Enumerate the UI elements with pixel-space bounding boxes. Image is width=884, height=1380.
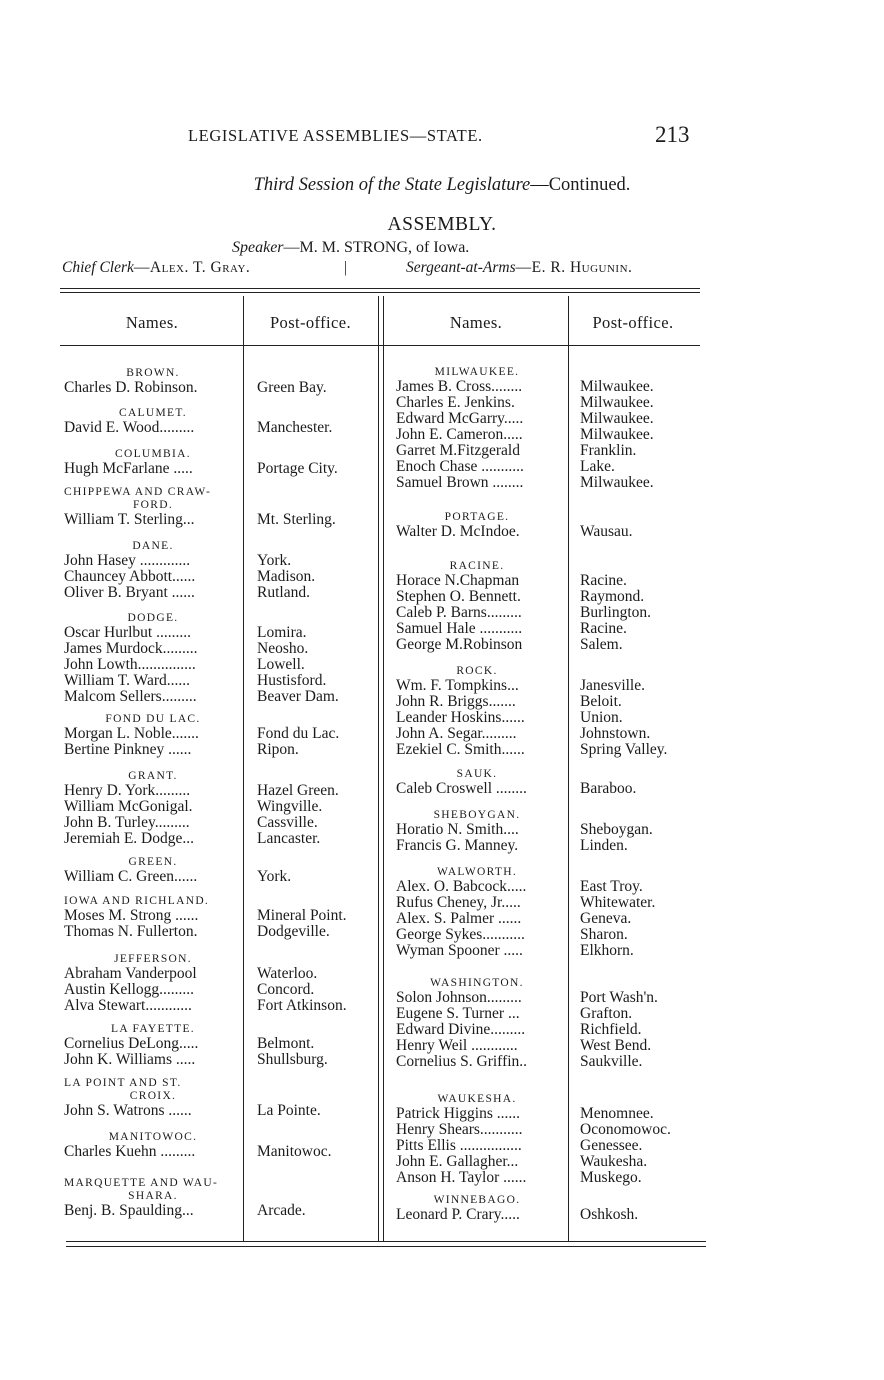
- member-post-office: Hustisford.: [257, 672, 327, 689]
- member-name: William T. Ward......: [64, 672, 190, 689]
- member-name: Jeremiah E. Dodge...: [64, 830, 194, 847]
- member-post-office: Dodgeville.: [257, 923, 330, 940]
- member-name: Caleb P. Barns.........: [396, 604, 522, 621]
- member-name: Oscar Hurlbut .........: [64, 624, 191, 641]
- member-post-office: Waterloo.: [257, 965, 318, 982]
- county-heading: WINNEBAGO.: [433, 1194, 521, 1206]
- member-post-office: East Troy.: [580, 878, 643, 895]
- county-heading: MANITOWOC.: [108, 1131, 198, 1143]
- member-post-office: Union.: [580, 709, 623, 726]
- member-post-office: Racine.: [580, 620, 627, 637]
- member-post-office: Richfield.: [580, 1021, 642, 1038]
- county-heading: MARQUETTE AND WAU-: [64, 1177, 219, 1189]
- member-name: John K. Williams .....: [64, 1051, 196, 1068]
- member-name: John Hasey .............: [64, 552, 191, 569]
- county-heading: CHIPPEWA AND CRAW-: [64, 486, 212, 498]
- member-post-office: York.: [257, 552, 292, 569]
- member-post-office: Hazel Green.: [257, 782, 339, 799]
- county-heading: CALUMET.: [118, 407, 187, 419]
- member-name: Solon Johnson.........: [396, 989, 522, 1006]
- member-post-office: Wausau.: [580, 523, 633, 540]
- member-name: Enoch Chase ...........: [396, 458, 524, 475]
- speaker-value: —M. M. STRONG, of Iowa.: [283, 239, 470, 256]
- member-post-office: Fort Atkinson.: [257, 997, 347, 1014]
- member-post-office: Saukville.: [580, 1053, 643, 1070]
- col-divider-center-b: [383, 296, 384, 1241]
- header-underline: [60, 345, 700, 346]
- member-name: Oliver B. Bryant ......: [64, 584, 195, 601]
- county-heading: COLUMBIA.: [115, 448, 191, 460]
- member-name: Garret M.Fitzgerald: [396, 442, 520, 459]
- member-name: Wm. F. Tompkins...: [396, 677, 519, 694]
- county-heading: JEFFERSON.: [114, 953, 192, 965]
- member-name: George Sykes...........: [396, 926, 525, 943]
- member-name: Hugh McFarlane .....: [64, 460, 193, 477]
- member-name: John S. Watrons ......: [64, 1102, 192, 1119]
- member-name: Henry Shears...........: [396, 1121, 523, 1138]
- sergeant-at-arms: [406, 259, 632, 277]
- member-post-office: Janesville.: [580, 677, 645, 694]
- member-name: William McGonigal.: [64, 798, 193, 815]
- member-name: Alex. S. Palmer ......: [396, 910, 522, 927]
- member-name: Henry Weil ............: [396, 1037, 518, 1054]
- member-name: Pitts Ellis ................: [396, 1137, 522, 1154]
- member-name: James B. Cross........: [396, 378, 523, 395]
- county-heading: SHEBOYGAN.: [433, 809, 521, 821]
- member-name: Samuel Brown ........: [396, 474, 524, 491]
- member-post-office: Neosho.: [257, 640, 309, 657]
- county-heading: WASHINGTON.: [430, 977, 524, 989]
- running-head: LEGISLATIVE ASSEMBLIES—STATE.: [188, 126, 483, 145]
- member-post-office: Salem.: [580, 636, 623, 653]
- member-post-office: Green Bay.: [257, 379, 327, 396]
- member-post-office: Rutland.: [257, 584, 310, 601]
- member-post-office: Cassville.: [257, 814, 318, 831]
- page-number: 213: [655, 122, 690, 147]
- member-post-office: Portage City.: [257, 460, 338, 477]
- member-post-office: Whitewater.: [580, 894, 656, 911]
- county-heading: GREEN.: [128, 856, 178, 868]
- member-name: John E. Cameron.....: [396, 426, 523, 443]
- member-post-office: Manchester.: [257, 419, 333, 436]
- member-name: Wyman Spooner .....: [396, 942, 523, 959]
- member-post-office: Geneva.: [580, 910, 632, 927]
- member-post-office: Ripon.: [257, 741, 299, 758]
- member-post-office: Sheboygan.: [580, 821, 653, 838]
- county-heading: MILWAUKEE.: [434, 366, 520, 378]
- chief-clerk-value: —Alex. T. Gray.: [133, 259, 251, 276]
- member-name: William C. Green......: [64, 868, 198, 885]
- member-name: Caleb Croswell ........: [396, 780, 527, 797]
- col-divider-center-a: [378, 296, 379, 1241]
- member-post-office: Lake.: [580, 458, 615, 475]
- county-heading: LA POINT AND ST.: [64, 1077, 182, 1089]
- speaker-line: [232, 239, 469, 257]
- member-name: Chauncey Abbott......: [64, 568, 196, 585]
- county-heading: ROCK.: [456, 665, 498, 677]
- member-name: Thomas N. Fullerton.: [64, 923, 198, 940]
- member-name: Charles E. Jenkins.: [396, 394, 515, 411]
- member-post-office: Beloit.: [580, 693, 622, 710]
- member-name: Leonard P. Crary.....: [396, 1206, 520, 1223]
- member-post-office: Shullsburg.: [257, 1051, 328, 1068]
- assembly-title: ASSEMBLY.: [387, 214, 497, 235]
- member-post-office: Mt. Sterling.: [257, 511, 336, 528]
- member-name: Rufus Cheney, Jr.....: [396, 894, 521, 911]
- member-name: Walter D. McIndoe.: [396, 523, 520, 540]
- county-heading: WAUKESHA.: [437, 1093, 517, 1105]
- header-names-right: Names.: [449, 313, 503, 332]
- member-name: Charles D. Robinson.: [64, 379, 198, 396]
- member-name: Francis G. Manney.: [396, 837, 519, 854]
- county-heading: LA FAYETTE.: [111, 1023, 195, 1035]
- county-heading: RACINE.: [449, 560, 505, 572]
- member-name: John E. Gallagher...: [396, 1153, 519, 1170]
- member-name: Henry D. York.........: [64, 782, 191, 799]
- member-name: Edward McGarry.....: [396, 410, 524, 427]
- chief-clerk-label: Chief Clerk: [62, 259, 134, 276]
- member-post-office: Elkhorn.: [580, 942, 634, 959]
- member-post-office: Lowell.: [257, 656, 305, 673]
- member-post-office: Manitowoc.: [257, 1143, 332, 1160]
- member-post-office: Lancaster.: [257, 830, 321, 847]
- member-post-office: Wingville.: [257, 798, 323, 815]
- member-post-office: Baraboo.: [580, 780, 637, 797]
- member-name: David E. Wood.........: [64, 419, 195, 436]
- member-name: John A. Segar.........: [396, 725, 517, 742]
- member-name: John B. Turley.........: [64, 814, 190, 831]
- member-post-office: Milwaukee.: [580, 474, 654, 491]
- member-post-office: Johnstown.: [580, 725, 651, 742]
- member-post-office: Arcade.: [257, 1202, 306, 1219]
- member-post-office: Menomnee.: [580, 1105, 654, 1122]
- col-divider-left: [243, 296, 244, 1241]
- member-name: Edward Divine.........: [396, 1021, 526, 1038]
- table-top-rule: [60, 288, 700, 289]
- header-post-right: Post-office.: [592, 313, 674, 332]
- member-post-office: Mineral Point.: [257, 907, 347, 924]
- speaker-label: Speaker: [232, 239, 284, 256]
- member-name: Moses M. Strong ......: [64, 907, 199, 924]
- member-name: William T. Sterling...: [64, 511, 195, 528]
- header-names-left: Names.: [125, 313, 179, 332]
- member-post-office: Grafton.: [580, 1005, 633, 1022]
- member-name: George M.Robinson: [396, 636, 523, 653]
- member-name: Alex. O. Babcock.....: [396, 878, 527, 895]
- member-post-office: Beaver Dam.: [257, 688, 339, 705]
- member-name: Bertine Pinkney ......: [64, 741, 192, 758]
- col-divider-right: [568, 296, 569, 1241]
- county-heading: BROWN.: [126, 367, 180, 379]
- member-post-office: Raymond.: [580, 588, 645, 605]
- member-post-office: Burlington.: [580, 604, 652, 621]
- county-heading-cont: FORD.: [132, 499, 174, 511]
- member-post-office: Oshkosh.: [580, 1206, 639, 1223]
- member-name: Charles Kuehn .........: [64, 1143, 196, 1160]
- member-name: Eugene S. Turner ...: [396, 1005, 520, 1022]
- county-heading-cont: CROIX.: [129, 1090, 177, 1102]
- county-heading: GRANT.: [128, 770, 178, 782]
- county-heading: WALWORTH.: [436, 866, 518, 878]
- member-post-office: Spring Valley.: [580, 741, 668, 758]
- member-name: Horatio N. Smith....: [396, 821, 519, 838]
- member-post-office: Racine.: [580, 572, 627, 589]
- county-heading: SAUK.: [456, 768, 498, 780]
- county-heading: FOND DU LAC.: [105, 713, 201, 725]
- county-heading: IOWA AND RICHLAND.: [64, 895, 210, 907]
- member-name: Austin Kellogg.........: [64, 981, 195, 998]
- county-heading-cont: SHARA.: [128, 1190, 178, 1202]
- member-post-office: West Bend.: [580, 1037, 652, 1054]
- member-name: Malcom Sellers.........: [64, 688, 197, 705]
- member-name: Anson H. Taylor ......: [396, 1169, 527, 1186]
- table-top-rule-2: [60, 292, 700, 293]
- officers-separator: |: [344, 259, 348, 276]
- member-name: Alva Stewart............: [64, 997, 192, 1014]
- member-name: Cornelius DeLong.....: [64, 1035, 199, 1052]
- member-post-office: Milwaukee.: [580, 410, 654, 427]
- member-post-office: Concord.: [257, 981, 315, 998]
- member-post-office: Lomira.: [257, 624, 307, 641]
- county-heading: DANE.: [132, 540, 174, 552]
- officers-line: [62, 259, 698, 277]
- member-post-office: La Pointe.: [257, 1102, 321, 1119]
- session-subtitle: [0, 175, 884, 196]
- member-post-office: Port Wash'n.: [580, 989, 658, 1006]
- member-post-office: Madison.: [257, 568, 316, 585]
- member-post-office: Milwaukee.: [580, 394, 654, 411]
- sergeant-label: Sergeant-at-Arms: [406, 259, 516, 276]
- table-bottom-rule: [66, 1241, 706, 1242]
- member-post-office: Fond du Lac.: [257, 725, 340, 742]
- member-post-office: Genessee.: [580, 1137, 643, 1154]
- member-post-office: Belmont.: [257, 1035, 315, 1052]
- member-name: Ezekiel C. Smith......: [396, 741, 525, 758]
- member-name: Samuel Hale ...........: [396, 620, 523, 637]
- county-heading: DODGE.: [127, 612, 179, 624]
- member-name: Horace N.Chapman: [396, 572, 520, 589]
- header-post-left: Post-office.: [269, 313, 352, 332]
- county-heading: PORTAGE.: [444, 511, 510, 523]
- member-name: James Murdock.........: [64, 640, 198, 657]
- member-post-office: Waukesha.: [580, 1153, 648, 1170]
- subtitle-continued: —Continued.: [530, 175, 631, 195]
- member-name: Leander Hoskins......: [396, 709, 525, 726]
- member-name: Stephen O. Bennett.: [396, 588, 521, 605]
- member-name: John R. Briggs.......: [396, 693, 516, 710]
- member-post-office: Milwaukee.: [580, 426, 654, 443]
- member-post-office: Muskego.: [580, 1169, 642, 1186]
- member-name: Abraham Vanderpool: [64, 965, 197, 982]
- member-name: Morgan L. Noble.......: [64, 725, 199, 742]
- subtitle-italic: Third Session of the State Legislature: [253, 175, 531, 195]
- member-post-office: Linden.: [580, 837, 628, 854]
- table-bottom-rule-2: [66, 1246, 706, 1247]
- member-name: Patrick Higgins ......: [396, 1105, 520, 1122]
- member-post-office: Sharon.: [580, 926, 628, 943]
- member-post-office: Oconomowoc.: [580, 1121, 671, 1138]
- member-name: Cornelius S. Griffin..: [396, 1053, 528, 1070]
- member-post-office: Milwaukee.: [580, 378, 654, 395]
- member-post-office: York.: [257, 868, 292, 885]
- member-name: Benj. B. Spaulding...: [64, 1202, 194, 1219]
- member-name: John Lowth...............: [64, 656, 196, 673]
- member-post-office: Franklin.: [580, 442, 637, 459]
- sergeant-value: —E. R. Hugunin.: [515, 259, 633, 276]
